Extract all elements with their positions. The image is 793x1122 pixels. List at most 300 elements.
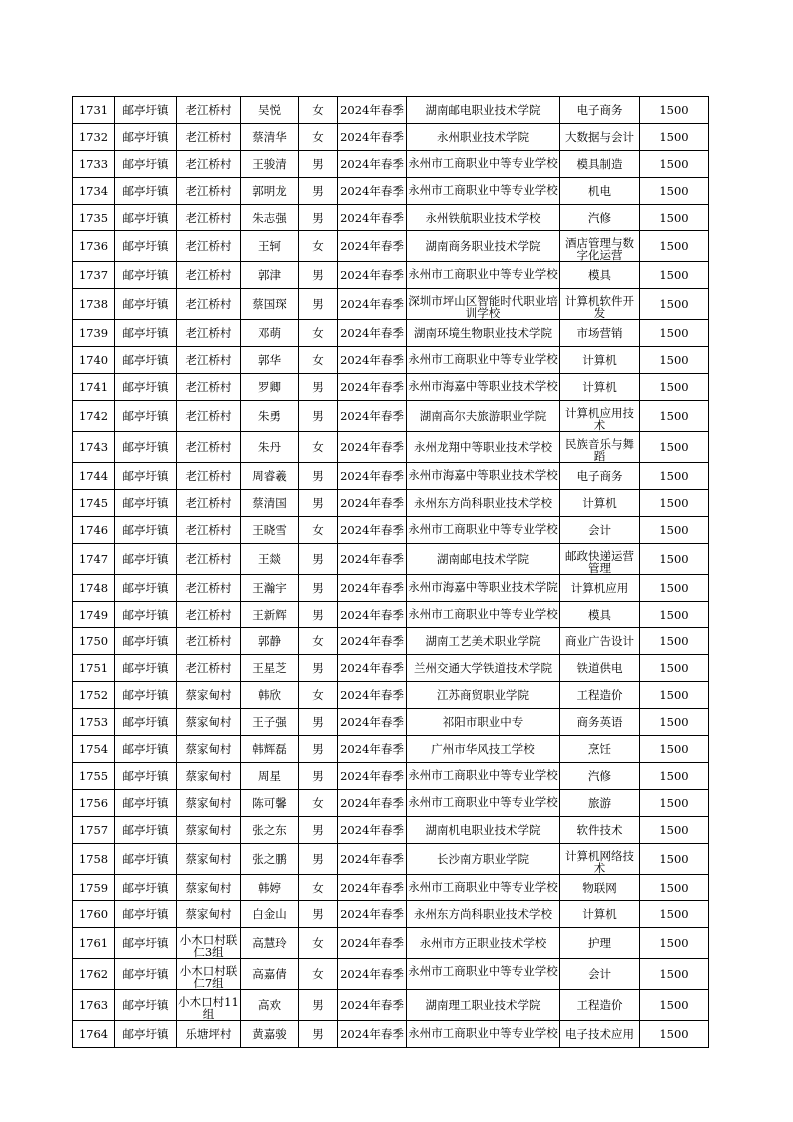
amount-cell: 1500 xyxy=(640,289,709,320)
semester-cell: 2024年春季 xyxy=(338,150,407,177)
semester-cell: 2024年春季 xyxy=(338,628,407,655)
table-row xyxy=(73,489,709,516)
semester-cell: 2024年春季 xyxy=(338,574,407,601)
amount-cell: 1500 xyxy=(640,543,709,574)
village-cell: 老江桥村 xyxy=(177,204,241,231)
town-cell: 邮亭圩镇 xyxy=(115,289,177,320)
school-cell: 永州市工商职业中等专业学校 xyxy=(407,347,560,374)
row-number-cell: 1740 xyxy=(73,347,115,374)
school-cell: 兰州交通大学铁道技术学院 xyxy=(407,655,560,682)
row-number-cell: 1750 xyxy=(73,628,115,655)
village-cell: 老江桥村 xyxy=(177,231,241,262)
village-cell: 老江桥村 xyxy=(177,543,241,574)
row-number-cell: 1749 xyxy=(73,601,115,628)
gender-cell: 男 xyxy=(299,401,338,432)
gender-cell: 女 xyxy=(299,231,338,262)
town-cell: 邮亭圩镇 xyxy=(115,762,177,789)
town-cell: 邮亭圩镇 xyxy=(115,489,177,516)
student-subsidy-table xyxy=(72,96,709,1048)
table-row xyxy=(73,463,709,490)
semester-cell: 2024年春季 xyxy=(338,1021,407,1048)
row-number-cell: 1738 xyxy=(73,289,115,320)
gender-cell: 男 xyxy=(299,843,338,874)
village-cell: 老江桥村 xyxy=(177,601,241,628)
semester-cell: 2024年春季 xyxy=(338,463,407,490)
gender-cell: 男 xyxy=(299,655,338,682)
village-cell: 乐塘坪村 xyxy=(177,1021,241,1048)
school-cell: 永州市工商职业中等专业学校 xyxy=(407,789,560,816)
gender-cell: 男 xyxy=(299,543,338,574)
school-cell: 湖南工艺美术职业学院 xyxy=(407,628,560,655)
village-cell: 老江桥村 xyxy=(177,289,241,320)
gender-cell: 男 xyxy=(299,374,338,401)
gender-cell: 女 xyxy=(299,789,338,816)
town-cell: 邮亭圩镇 xyxy=(115,628,177,655)
village-cell: 老江桥村 xyxy=(177,574,241,601)
village-cell: 老江桥村 xyxy=(177,123,241,150)
town-cell: 邮亭圩镇 xyxy=(115,682,177,709)
school-cell: 永州市工商职业中等专业学校 xyxy=(407,874,560,901)
row-number-cell: 1739 xyxy=(73,320,115,347)
school-cell: 深圳市坪山区智能时代职业培训学校 xyxy=(407,289,560,320)
student-name-cell: 郭津 xyxy=(241,262,299,289)
amount-cell: 1500 xyxy=(640,1021,709,1048)
table-row xyxy=(73,874,709,901)
school-cell: 永州职业技术学院 xyxy=(407,123,560,150)
row-number-cell: 1743 xyxy=(73,432,115,463)
village-cell: 小木口村联仁7组 xyxy=(177,959,241,990)
town-cell: 邮亭圩镇 xyxy=(115,374,177,401)
student-name-cell: 高慧玲 xyxy=(241,928,299,959)
semester-cell: 2024年春季 xyxy=(338,601,407,628)
village-cell: 小木口村11组 xyxy=(177,990,241,1021)
major-cell: 机电 xyxy=(560,177,640,204)
amount-cell: 1500 xyxy=(640,401,709,432)
row-number-cell: 1737 xyxy=(73,262,115,289)
semester-cell: 2024年春季 xyxy=(338,123,407,150)
town-cell: 邮亭圩镇 xyxy=(115,574,177,601)
amount-cell: 1500 xyxy=(640,762,709,789)
major-cell: 计算机应用技术 xyxy=(560,401,640,432)
school-cell: 永州市方正职业技术学校 xyxy=(407,928,560,959)
school-cell: 永州东方尚科职业技术学校 xyxy=(407,901,560,928)
town-cell: 邮亭圩镇 xyxy=(115,816,177,843)
major-cell: 电子商务 xyxy=(560,97,640,124)
table-row xyxy=(73,543,709,574)
town-cell: 邮亭圩镇 xyxy=(115,177,177,204)
village-cell: 蔡家甸村 xyxy=(177,843,241,874)
row-number-cell: 1747 xyxy=(73,543,115,574)
school-cell: 永州市工商职业中等专业学校 xyxy=(407,762,560,789)
semester-cell: 2024年春季 xyxy=(338,177,407,204)
semester-cell: 2024年春季 xyxy=(338,320,407,347)
row-number-cell: 1744 xyxy=(73,463,115,490)
amount-cell: 1500 xyxy=(640,901,709,928)
student-name-cell: 周睿羲 xyxy=(241,463,299,490)
student-name-cell: 王新辉 xyxy=(241,601,299,628)
gender-cell: 女 xyxy=(299,320,338,347)
major-cell: 市场营销 xyxy=(560,320,640,347)
amount-cell: 1500 xyxy=(640,463,709,490)
table-body xyxy=(73,97,709,1048)
amount-cell: 1500 xyxy=(640,177,709,204)
town-cell: 邮亭圩镇 xyxy=(115,789,177,816)
semester-cell: 2024年春季 xyxy=(338,816,407,843)
gender-cell: 男 xyxy=(299,574,338,601)
row-number-cell: 1757 xyxy=(73,816,115,843)
village-cell: 蔡家甸村 xyxy=(177,762,241,789)
village-cell: 蔡家甸村 xyxy=(177,789,241,816)
table-row xyxy=(73,928,709,959)
semester-cell: 2024年春季 xyxy=(338,489,407,516)
village-cell: 老江桥村 xyxy=(177,401,241,432)
semester-cell: 2024年春季 xyxy=(338,204,407,231)
school-cell: 永州市工商职业中等专业学校 xyxy=(407,1021,560,1048)
amount-cell: 1500 xyxy=(640,709,709,736)
amount-cell: 1500 xyxy=(640,959,709,990)
town-cell: 邮亭圩镇 xyxy=(115,262,177,289)
student-name-cell: 吴悦 xyxy=(241,97,299,124)
town-cell: 邮亭圩镇 xyxy=(115,463,177,490)
student-name-cell: 周星 xyxy=(241,762,299,789)
row-number-cell: 1733 xyxy=(73,150,115,177)
town-cell: 邮亭圩镇 xyxy=(115,401,177,432)
village-cell: 老江桥村 xyxy=(177,432,241,463)
village-cell: 蔡家甸村 xyxy=(177,736,241,763)
table-row xyxy=(73,231,709,262)
major-cell: 汽修 xyxy=(560,762,640,789)
student-name-cell: 王星芝 xyxy=(241,655,299,682)
major-cell: 旅游 xyxy=(560,789,640,816)
student-name-cell: 朱丹 xyxy=(241,432,299,463)
amount-cell: 1500 xyxy=(640,374,709,401)
village-cell: 老江桥村 xyxy=(177,150,241,177)
major-cell: 计算机 xyxy=(560,901,640,928)
town-cell: 邮亭圩镇 xyxy=(115,901,177,928)
major-cell: 软件技术 xyxy=(560,816,640,843)
student-name-cell: 蔡清华 xyxy=(241,123,299,150)
school-cell: 江苏商贸职业学院 xyxy=(407,682,560,709)
gender-cell: 女 xyxy=(299,347,338,374)
row-number-cell: 1741 xyxy=(73,374,115,401)
semester-cell: 2024年春季 xyxy=(338,901,407,928)
town-cell: 邮亭圩镇 xyxy=(115,150,177,177)
table-row xyxy=(73,574,709,601)
major-cell: 计算机 xyxy=(560,489,640,516)
row-number-cell: 1759 xyxy=(73,874,115,901)
table-row xyxy=(73,736,709,763)
town-cell: 邮亭圩镇 xyxy=(115,432,177,463)
row-number-cell: 1742 xyxy=(73,401,115,432)
table-row xyxy=(73,432,709,463)
gender-cell: 男 xyxy=(299,289,338,320)
gender-cell: 男 xyxy=(299,489,338,516)
row-number-cell: 1753 xyxy=(73,709,115,736)
semester-cell: 2024年春季 xyxy=(338,762,407,789)
school-cell: 永州市工商职业中等专业学校 xyxy=(407,601,560,628)
semester-cell: 2024年春季 xyxy=(338,843,407,874)
school-cell: 祁阳市职业中专 xyxy=(407,709,560,736)
village-cell: 老江桥村 xyxy=(177,374,241,401)
major-cell: 计算机软件开发 xyxy=(560,289,640,320)
amount-cell: 1500 xyxy=(640,789,709,816)
village-cell: 老江桥村 xyxy=(177,320,241,347)
town-cell: 邮亭圩镇 xyxy=(115,543,177,574)
semester-cell: 2024年春季 xyxy=(338,374,407,401)
town-cell: 邮亭圩镇 xyxy=(115,204,177,231)
gender-cell: 女 xyxy=(299,874,338,901)
major-cell: 物联网 xyxy=(560,874,640,901)
row-number-cell: 1760 xyxy=(73,901,115,928)
school-cell: 湖南邮电职业技术学院 xyxy=(407,97,560,124)
row-number-cell: 1752 xyxy=(73,682,115,709)
gender-cell: 男 xyxy=(299,150,338,177)
town-cell: 邮亭圩镇 xyxy=(115,990,177,1021)
student-name-cell: 郭明龙 xyxy=(241,177,299,204)
amount-cell: 1500 xyxy=(640,347,709,374)
gender-cell: 男 xyxy=(299,816,338,843)
table-row xyxy=(73,150,709,177)
table-row xyxy=(73,901,709,928)
gender-cell: 男 xyxy=(299,736,338,763)
student-name-cell: 朱志强 xyxy=(241,204,299,231)
village-cell: 蔡家甸村 xyxy=(177,709,241,736)
major-cell: 民族音乐与舞蹈 xyxy=(560,432,640,463)
school-cell: 永州市海嘉中等职业技术学院 xyxy=(407,574,560,601)
village-cell: 老江桥村 xyxy=(177,347,241,374)
table-row xyxy=(73,401,709,432)
row-number-cell: 1735 xyxy=(73,204,115,231)
village-cell: 蔡家甸村 xyxy=(177,682,241,709)
gender-cell: 女 xyxy=(299,432,338,463)
student-name-cell: 王骏清 xyxy=(241,150,299,177)
table-row xyxy=(73,709,709,736)
student-name-cell: 高欢 xyxy=(241,990,299,1021)
row-number-cell: 1732 xyxy=(73,123,115,150)
town-cell: 邮亭圩镇 xyxy=(115,347,177,374)
major-cell: 工程造价 xyxy=(560,682,640,709)
amount-cell: 1500 xyxy=(640,682,709,709)
amount-cell: 1500 xyxy=(640,231,709,262)
major-cell: 铁道供电 xyxy=(560,655,640,682)
table-row xyxy=(73,374,709,401)
table-row xyxy=(73,177,709,204)
table-row xyxy=(73,516,709,543)
row-number-cell: 1745 xyxy=(73,489,115,516)
major-cell: 计算机应用 xyxy=(560,574,640,601)
table-row xyxy=(73,990,709,1021)
student-name-cell: 韩辉磊 xyxy=(241,736,299,763)
table-row xyxy=(73,1021,709,1048)
major-cell: 模具 xyxy=(560,601,640,628)
town-cell: 邮亭圩镇 xyxy=(115,601,177,628)
gender-cell: 女 xyxy=(299,928,338,959)
row-number-cell: 1748 xyxy=(73,574,115,601)
row-number-cell: 1763 xyxy=(73,990,115,1021)
school-cell: 湖南邮电技术学院 xyxy=(407,543,560,574)
village-cell: 蔡家甸村 xyxy=(177,874,241,901)
semester-cell: 2024年春季 xyxy=(338,97,407,124)
semester-cell: 2024年春季 xyxy=(338,543,407,574)
student-name-cell: 黄嘉骏 xyxy=(241,1021,299,1048)
town-cell: 邮亭圩镇 xyxy=(115,231,177,262)
village-cell: 小木口村联仁3组 xyxy=(177,928,241,959)
major-cell: 模具 xyxy=(560,262,640,289)
amount-cell: 1500 xyxy=(640,516,709,543)
table-row xyxy=(73,601,709,628)
gender-cell: 女 xyxy=(299,628,338,655)
amount-cell: 1500 xyxy=(640,928,709,959)
table-row xyxy=(73,204,709,231)
major-cell: 电子技术应用 xyxy=(560,1021,640,1048)
amount-cell: 1500 xyxy=(640,574,709,601)
student-name-cell: 韩婷 xyxy=(241,874,299,901)
major-cell: 邮政快递运营管理 xyxy=(560,543,640,574)
school-cell: 永州市海嘉中等职业技术学校 xyxy=(407,374,560,401)
major-cell: 计算机 xyxy=(560,347,640,374)
amount-cell: 1500 xyxy=(640,150,709,177)
major-cell: 酒店管理与数字化运营 xyxy=(560,231,640,262)
school-cell: 永州市海嘉中等职业技术学校 xyxy=(407,463,560,490)
village-cell: 老江桥村 xyxy=(177,516,241,543)
student-name-cell: 白金山 xyxy=(241,901,299,928)
row-number-cell: 1755 xyxy=(73,762,115,789)
school-cell: 湖南环境生物职业技术学院 xyxy=(407,320,560,347)
student-name-cell: 邓萌 xyxy=(241,320,299,347)
gender-cell: 男 xyxy=(299,901,338,928)
town-cell: 邮亭圩镇 xyxy=(115,736,177,763)
major-cell: 商务英语 xyxy=(560,709,640,736)
table-row xyxy=(73,682,709,709)
school-cell: 永州市工商职业中等专业学校 xyxy=(407,177,560,204)
table-row xyxy=(73,816,709,843)
semester-cell: 2024年春季 xyxy=(338,682,407,709)
gender-cell: 男 xyxy=(299,709,338,736)
row-number-cell: 1736 xyxy=(73,231,115,262)
semester-cell: 2024年春季 xyxy=(338,959,407,990)
school-cell: 湖南商务职业技术学院 xyxy=(407,231,560,262)
semester-cell: 2024年春季 xyxy=(338,262,407,289)
school-cell: 永州东方尚科职业技术学校 xyxy=(407,489,560,516)
student-name-cell: 王晓雪 xyxy=(241,516,299,543)
semester-cell: 2024年春季 xyxy=(338,990,407,1021)
semester-cell: 2024年春季 xyxy=(338,789,407,816)
semester-cell: 2024年春季 xyxy=(338,432,407,463)
village-cell: 老江桥村 xyxy=(177,262,241,289)
town-cell: 邮亭圩镇 xyxy=(115,97,177,124)
semester-cell: 2024年春季 xyxy=(338,736,407,763)
village-cell: 老江桥村 xyxy=(177,655,241,682)
table-row xyxy=(73,959,709,990)
amount-cell: 1500 xyxy=(640,320,709,347)
gender-cell: 男 xyxy=(299,177,338,204)
semester-cell: 2024年春季 xyxy=(338,928,407,959)
row-number-cell: 1751 xyxy=(73,655,115,682)
town-cell: 邮亭圩镇 xyxy=(115,843,177,874)
table-row xyxy=(73,628,709,655)
gender-cell: 男 xyxy=(299,463,338,490)
village-cell: 老江桥村 xyxy=(177,463,241,490)
amount-cell: 1500 xyxy=(640,628,709,655)
amount-cell: 1500 xyxy=(640,601,709,628)
amount-cell: 1500 xyxy=(640,843,709,874)
amount-cell: 1500 xyxy=(640,489,709,516)
major-cell: 模具制造 xyxy=(560,150,640,177)
row-number-cell: 1734 xyxy=(73,177,115,204)
amount-cell: 1500 xyxy=(640,97,709,124)
major-cell: 汽修 xyxy=(560,204,640,231)
amount-cell: 1500 xyxy=(640,736,709,763)
semester-cell: 2024年春季 xyxy=(338,655,407,682)
student-name-cell: 张之鹏 xyxy=(241,843,299,874)
amount-cell: 1500 xyxy=(640,655,709,682)
row-number-cell: 1754 xyxy=(73,736,115,763)
town-cell: 邮亭圩镇 xyxy=(115,320,177,347)
town-cell: 邮亭圩镇 xyxy=(115,959,177,990)
student-name-cell: 张之东 xyxy=(241,816,299,843)
row-number-cell: 1761 xyxy=(73,928,115,959)
table-row xyxy=(73,655,709,682)
table-row xyxy=(73,789,709,816)
gender-cell: 女 xyxy=(299,123,338,150)
major-cell: 计算机网络技术 xyxy=(560,843,640,874)
semester-cell: 2024年春季 xyxy=(338,401,407,432)
major-cell: 工程造价 xyxy=(560,990,640,1021)
row-number-cell: 1731 xyxy=(73,97,115,124)
gender-cell: 男 xyxy=(299,262,338,289)
gender-cell: 女 xyxy=(299,516,338,543)
school-cell: 永州铁航职业技术学校 xyxy=(407,204,560,231)
student-name-cell: 蔡清国 xyxy=(241,489,299,516)
row-number-cell: 1756 xyxy=(73,789,115,816)
row-number-cell: 1764 xyxy=(73,1021,115,1048)
table-row xyxy=(73,843,709,874)
village-cell: 蔡家甸村 xyxy=(177,816,241,843)
amount-cell: 1500 xyxy=(640,204,709,231)
table-row xyxy=(73,762,709,789)
gender-cell: 女 xyxy=(299,682,338,709)
school-cell: 永州市工商职业中等专业学校 xyxy=(407,516,560,543)
table-row xyxy=(73,97,709,124)
amount-cell: 1500 xyxy=(640,874,709,901)
student-name-cell: 王燚 xyxy=(241,543,299,574)
semester-cell: 2024年春季 xyxy=(338,874,407,901)
student-name-cell: 王瀚宇 xyxy=(241,574,299,601)
student-name-cell: 王轲 xyxy=(241,231,299,262)
gender-cell: 男 xyxy=(299,762,338,789)
school-cell: 永州市工商职业中等专业学校 xyxy=(407,150,560,177)
major-cell: 会计 xyxy=(560,516,640,543)
major-cell: 商业广告设计 xyxy=(560,628,640,655)
town-cell: 邮亭圩镇 xyxy=(115,655,177,682)
gender-cell: 男 xyxy=(299,990,338,1021)
gender-cell: 男 xyxy=(299,204,338,231)
semester-cell: 2024年春季 xyxy=(338,231,407,262)
semester-cell: 2024年春季 xyxy=(338,709,407,736)
table-row xyxy=(73,289,709,320)
major-cell: 会计 xyxy=(560,959,640,990)
row-number-cell: 1746 xyxy=(73,516,115,543)
school-cell: 广州市华风技工学校 xyxy=(407,736,560,763)
semester-cell: 2024年春季 xyxy=(338,347,407,374)
major-cell: 电子商务 xyxy=(560,463,640,490)
semester-cell: 2024年春季 xyxy=(338,516,407,543)
village-cell: 老江桥村 xyxy=(177,628,241,655)
school-cell: 湖南高尔夫旅游职业学院 xyxy=(407,401,560,432)
gender-cell: 男 xyxy=(299,601,338,628)
student-name-cell: 王子强 xyxy=(241,709,299,736)
town-cell: 邮亭圩镇 xyxy=(115,1021,177,1048)
